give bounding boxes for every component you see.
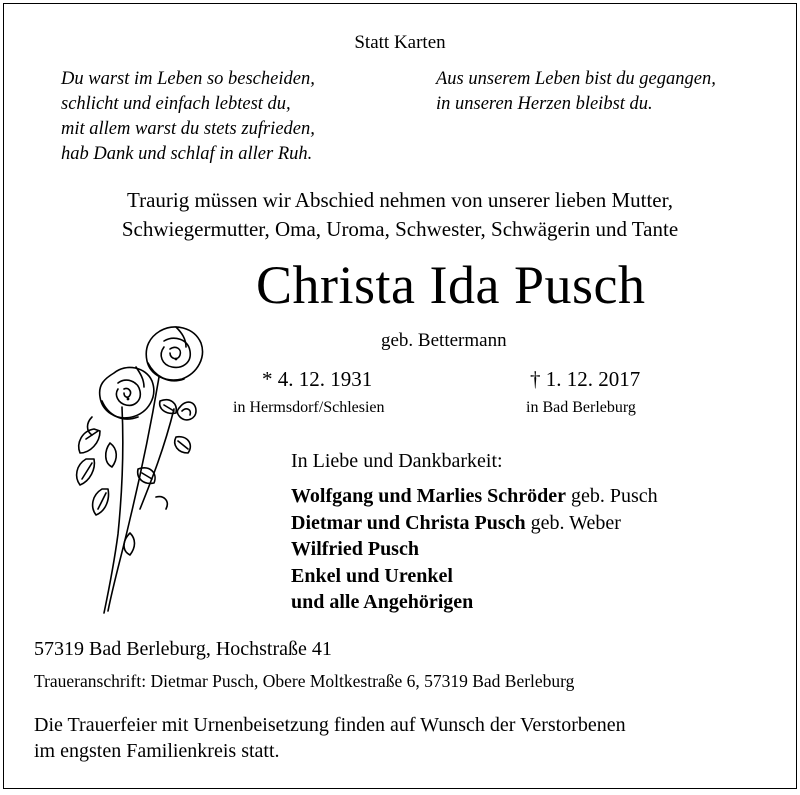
birth-place: in Hermsdorf/Schlesien: [233, 399, 385, 416]
death-date: † 1. 12. 2017: [530, 367, 641, 391]
roses-drawing-icon: [64, 319, 214, 619]
intro-line: Traurig müssen wir Abschied nehmen von unserer lieben Mutter,: [126, 188, 674, 212]
birth-date: * 4. 12. 1931: [262, 367, 373, 391]
intro-line: Schwiegermutter, Oma, Uroma, Schwester, Schwägerin und Tante: [121, 217, 679, 241]
death-place: in Bad Berleburg: [526, 399, 636, 416]
family-member-name: Dietmar und Christa Pusch: [291, 511, 526, 534]
family-member: [291, 510, 658, 537]
poem-left: [61, 67, 315, 167]
maiden-name: geb. Bettermann: [381, 330, 507, 351]
family-member-name: Wolfgang und Marlies Schröder: [291, 485, 567, 507]
family-member: [291, 536, 658, 563]
obituary-card: [3, 3, 797, 789]
deceased-name: Christa Ida Pusch: [256, 255, 646, 315]
intro-text: [4, 186, 796, 244]
family-member-name: und alle Angehörigen: [291, 591, 474, 613]
poem-left-line: Du warst im Leben so bescheiden,: [61, 69, 315, 89]
header-label: Statt Karten: [354, 32, 446, 53]
family-member-suffix: geb. Weber: [525, 511, 621, 534]
funeral-notice: [34, 712, 626, 764]
mourning-address: Traueranschrift: Dietmar Pusch, Obere Moltkestraße 6, 57319 Bad Berleburg: [34, 671, 575, 691]
poem-right: [436, 67, 716, 117]
poem-right-line: Aus unserem Leben bist du gegangen,: [436, 69, 716, 89]
home-address: 57319 Bad Berleburg, Hochstraße 41: [34, 638, 332, 660]
family-member-name: Wilfried Pusch: [291, 538, 419, 560]
family-member: [291, 563, 658, 590]
family-member: [291, 589, 658, 616]
notice-line: im engsten Familienkreis statt.: [34, 740, 280, 762]
poem-right-line: in unseren Herzen bleibst du.: [436, 94, 653, 114]
notice-line: Die Trauerfeier mit Urnenbeisetzung finden auf Wunsch der Verstorbenen: [34, 714, 626, 736]
poem-left-line: schlicht und einfach lebtest du,: [61, 94, 291, 114]
family-list: [291, 483, 658, 616]
family-member-suffix: geb. Pusch: [566, 485, 658, 507]
family-member-name: Enkel und Urenkel: [291, 564, 453, 587]
love-gratitude-line: In Liebe und Dankbarkeit:: [291, 450, 503, 472]
family-member: [291, 483, 658, 510]
poem-left-line: mit allem warst du stets zufrieden,: [61, 119, 315, 139]
poem-left-line: hab Dank und schlaf in aller Ruh.: [61, 144, 313, 164]
